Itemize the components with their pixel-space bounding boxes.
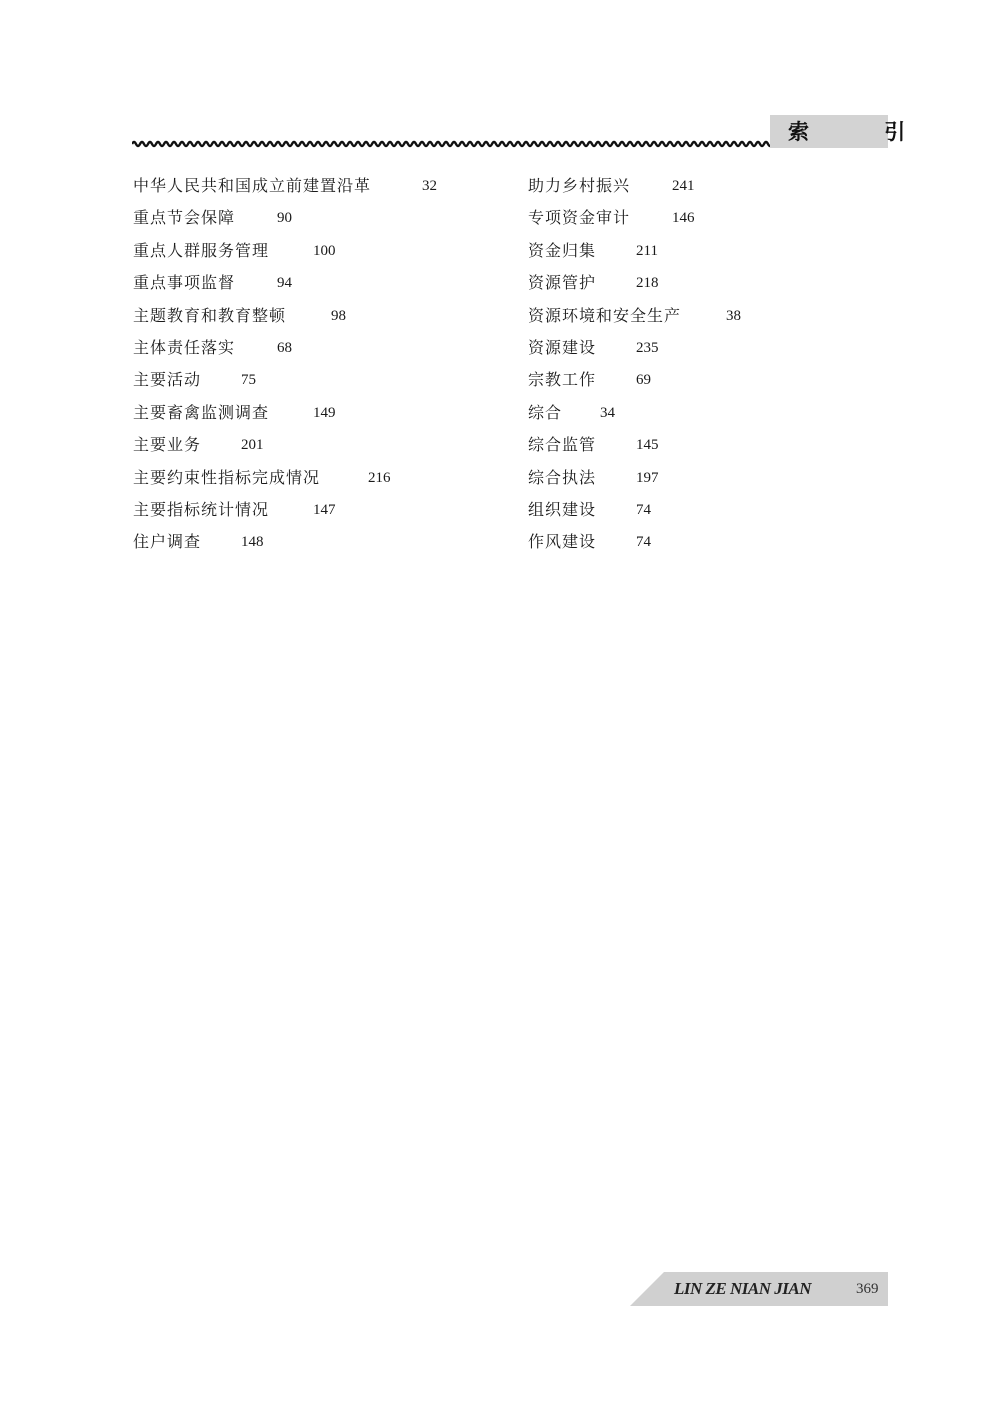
index-term: 组织建设	[528, 499, 597, 519]
index-entry	[528, 462, 681, 494]
index-entry	[528, 526, 681, 558]
index-term: 中华人民共和国成立前建置沿革	[133, 176, 372, 195]
index-page: 100	[313, 242, 336, 259]
index-page: 94	[277, 275, 292, 292]
index-term: 综合监管	[528, 435, 597, 455]
index-entry	[528, 332, 681, 364]
index-term: 综合	[528, 402, 563, 422]
index-page: 146	[672, 210, 695, 227]
index-term: 宗教工作	[528, 370, 597, 390]
index-term: 资金归集	[528, 240, 597, 260]
index-term: 专项资金审计	[528, 208, 631, 228]
index-entry	[133, 429, 371, 461]
index-page: 241	[672, 178, 695, 194]
index-page: 69	[636, 372, 651, 389]
index-term: 重点节会保障	[133, 208, 236, 228]
index-term: 主要指标统计情况	[133, 499, 270, 519]
index-page: 98	[331, 307, 346, 324]
index-term: 主要活动	[133, 370, 202, 390]
index-page: 148	[241, 534, 264, 551]
index-page: 218	[636, 275, 659, 292]
index-entry	[528, 267, 681, 299]
index-term: 综合执法	[528, 467, 597, 487]
index-page: 74	[636, 501, 651, 518]
index-page: 216	[368, 469, 391, 486]
index-page: 74	[636, 534, 651, 551]
index-term: 资源管护	[528, 273, 597, 293]
page-title: 索 引	[788, 120, 940, 144]
index-entry	[133, 364, 371, 396]
index-term: 重点事项监督	[133, 273, 236, 293]
index-term: 主要约束性指标完成情况	[133, 467, 321, 487]
index-entry	[528, 170, 695, 202]
index-term: 资源环境和安全生产	[528, 305, 682, 325]
index-term: 资源建设	[528, 337, 597, 357]
index-entry	[528, 364, 681, 396]
index-page: 201	[241, 437, 264, 454]
footer-book-title: LIN ZE NIAN JIAN	[674, 1279, 811, 1298]
index-entry	[528, 300, 741, 332]
index-column-left	[133, 170, 437, 559]
index-page: 38	[726, 307, 741, 324]
index-entry	[528, 235, 681, 267]
index-entry	[133, 300, 371, 332]
header-wavy-rule	[132, 138, 774, 150]
index-entry	[133, 235, 371, 267]
index-page: 197	[636, 469, 659, 486]
index-term: 作风建设	[528, 532, 597, 552]
index-entry	[528, 494, 681, 526]
index-term: 主题教育和教育整顿	[133, 305, 287, 325]
page-number: 369	[856, 1281, 879, 1297]
index-term: 重点人群服务管理	[133, 240, 270, 260]
index-entry	[133, 202, 371, 234]
index-entry	[133, 397, 371, 429]
index-term: 主要业务	[133, 435, 202, 455]
index-page: 34	[600, 404, 615, 421]
index-page: 235	[636, 339, 659, 356]
index-page: 145	[636, 437, 659, 454]
index-page: 211	[636, 242, 658, 259]
index-term: 主要畜禽监测调查	[133, 402, 270, 422]
index-entry	[133, 170, 437, 202]
index-page: 68	[277, 339, 292, 356]
index-entry	[133, 462, 391, 494]
index-term: 主体责任落实	[133, 337, 236, 357]
index-term: 助力乡村振兴	[528, 176, 631, 195]
index-page: 75	[241, 372, 256, 389]
index-column-right	[528, 170, 741, 559]
index-page: 90	[277, 210, 292, 227]
index-term: 住户调查	[133, 532, 202, 552]
index-entry	[133, 526, 371, 558]
index-page: 147	[313, 501, 336, 518]
index-page: 32	[422, 178, 437, 194]
index-entry	[528, 397, 681, 429]
index-entry	[133, 332, 371, 364]
index-entry	[133, 494, 371, 526]
index-entry	[133, 267, 371, 299]
index-page: 149	[313, 404, 336, 421]
index-entry	[528, 429, 681, 461]
index-entry	[528, 202, 695, 234]
